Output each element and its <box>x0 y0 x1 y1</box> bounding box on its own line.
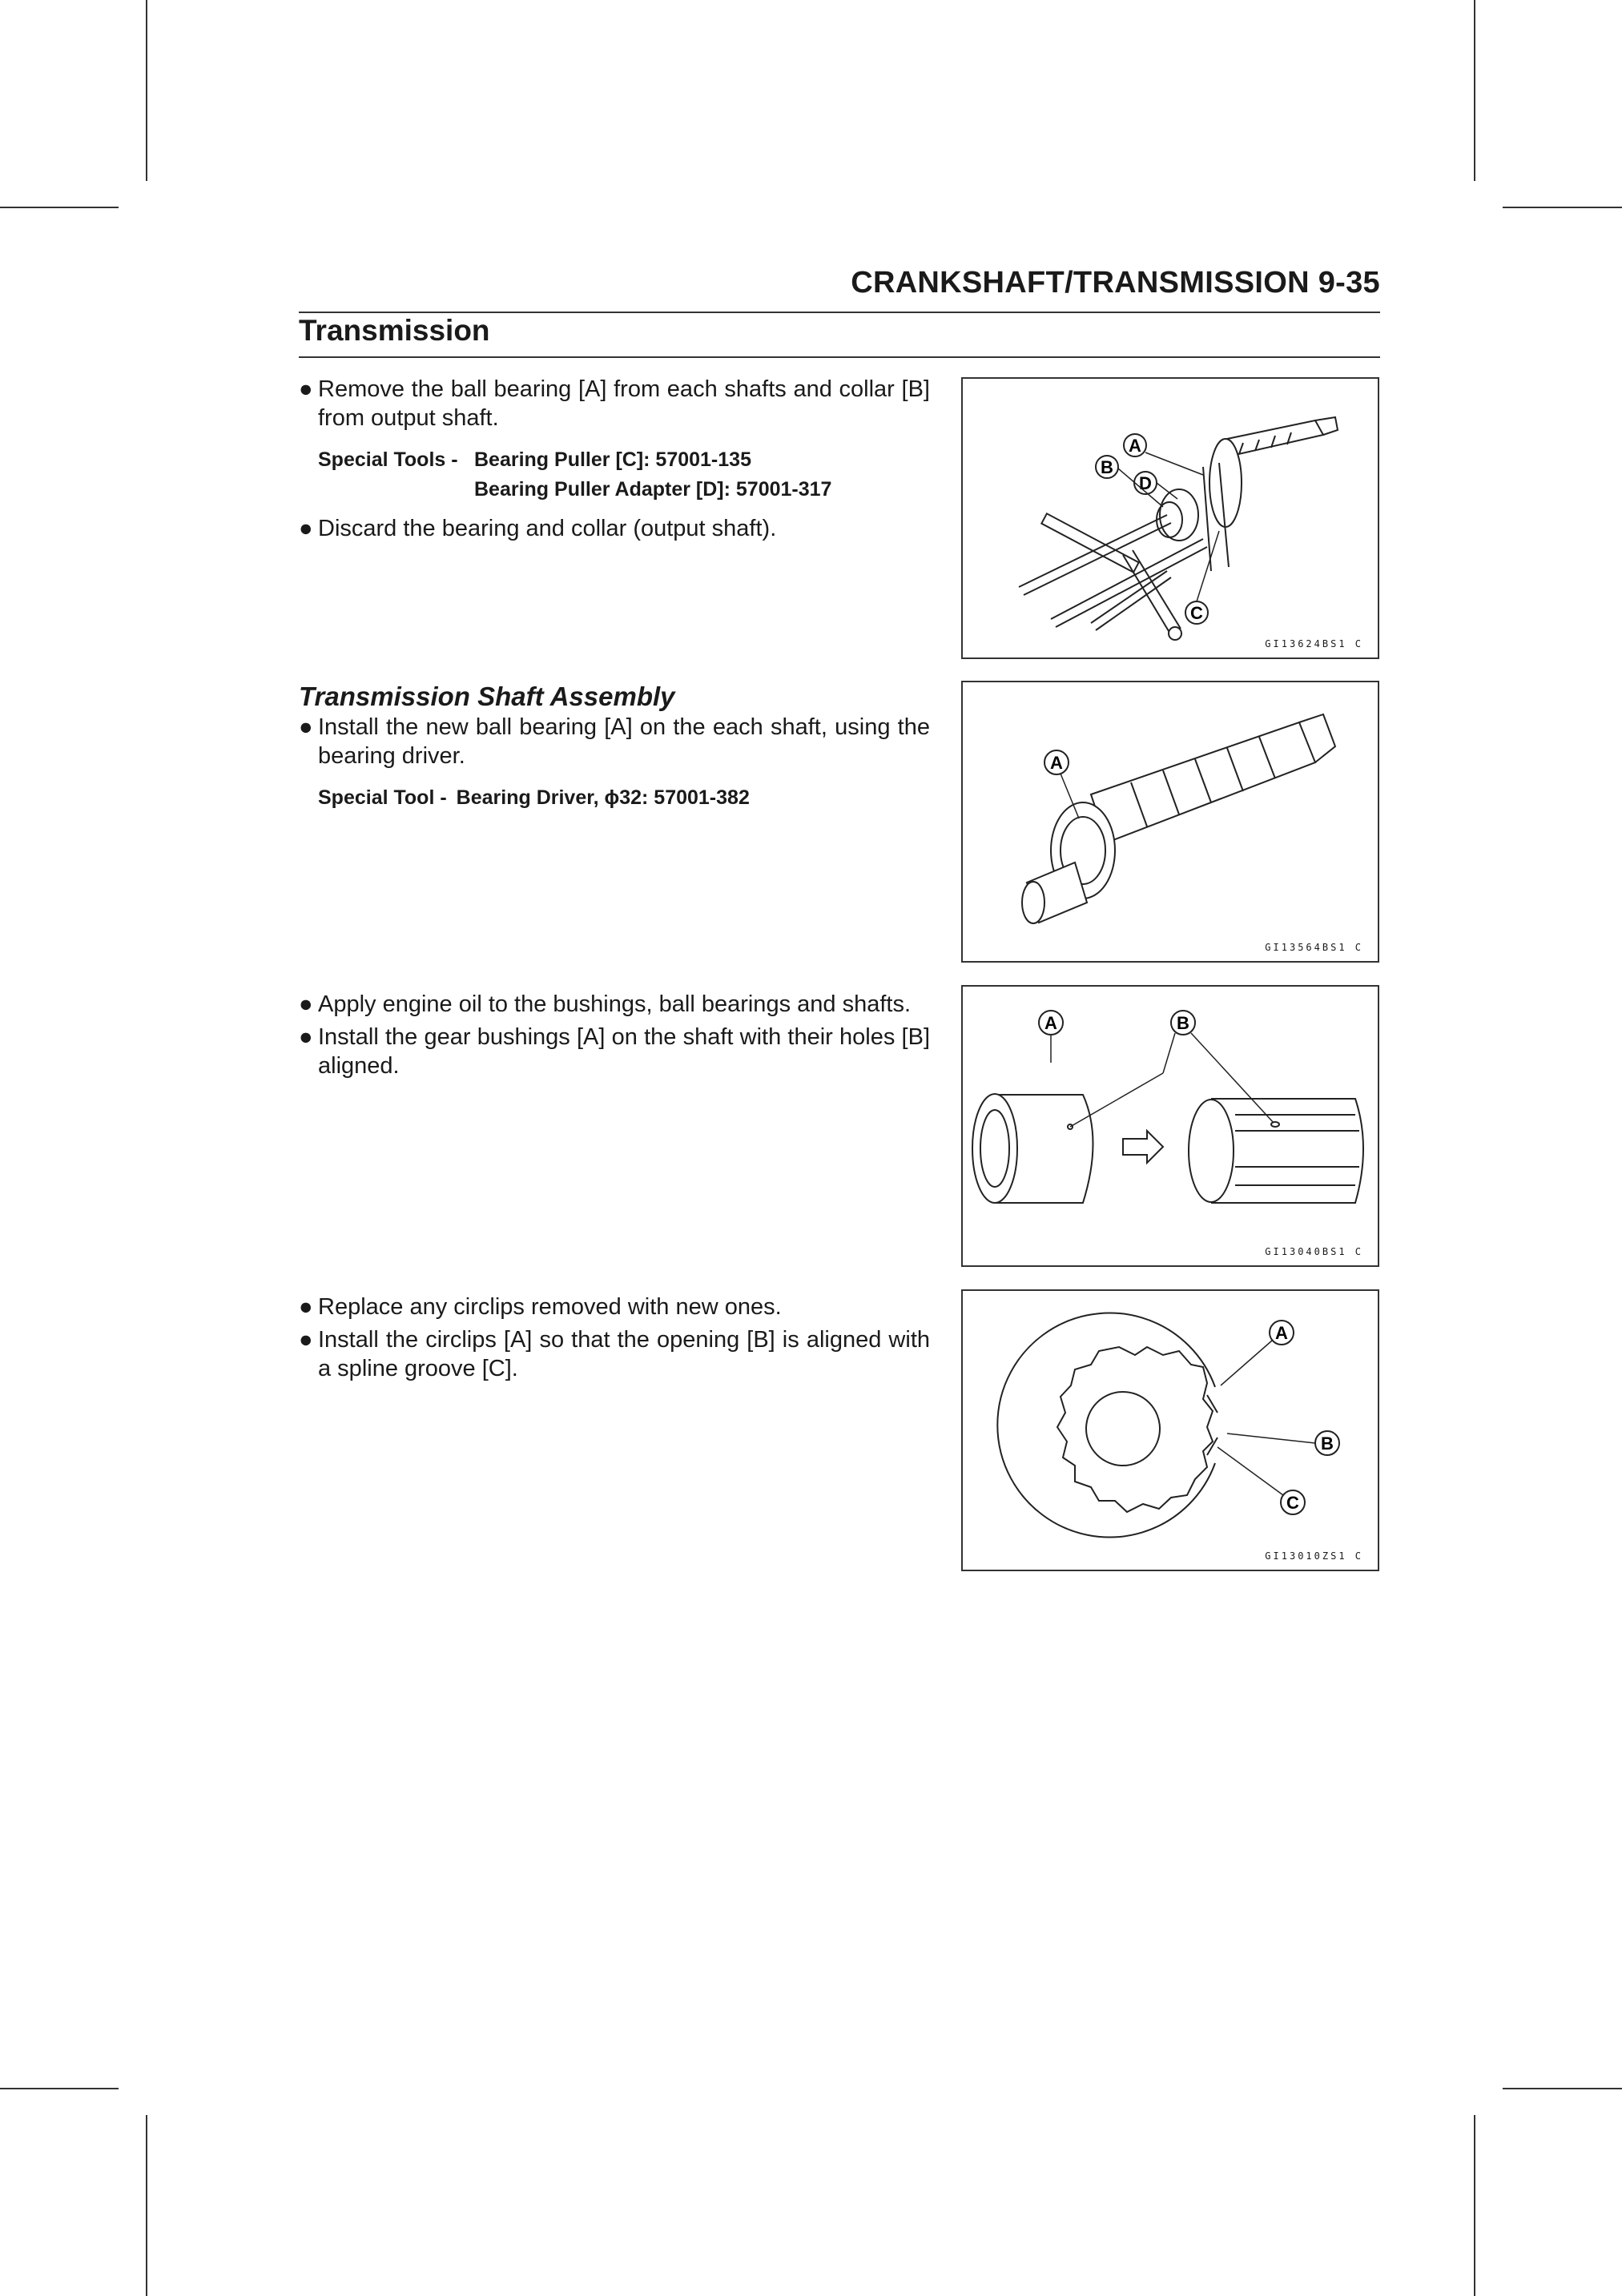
callout-d: D <box>1139 473 1152 493</box>
shaft-bearing-illustration <box>963 682 1381 964</box>
callout-a: A <box>1129 436 1141 456</box>
step-bushings <box>299 990 930 1084</box>
callout-b: B <box>1101 457 1113 477</box>
figure-shaft-bearing <box>961 681 1379 963</box>
tools-label: Special Tool - <box>318 786 447 809</box>
special-tools <box>318 445 930 505</box>
bullet-icon: ● <box>299 376 313 402</box>
bullet-text: Install the circlips [A] so that the opening [B] is aligned with a spline groove [C]. <box>318 1327 930 1381</box>
circlip-illustration <box>963 1291 1381 1573</box>
bullet-icon: ● <box>299 1327 313 1353</box>
crop-mark <box>1474 2115 1475 2296</box>
step-shaft-assembly <box>299 682 930 822</box>
callout-c: C <box>1190 603 1203 623</box>
tools-label: Special Tools - <box>318 448 458 471</box>
running-header: CRANKSHAFT/TRANSMISSION 9-35 <box>851 266 1380 300</box>
bullet-item <box>299 514 930 543</box>
figure-code: GI13624BS1 C <box>1265 638 1363 649</box>
figure-circlip-alignment <box>961 1289 1379 1571</box>
crop-mark <box>1503 2088 1622 2089</box>
section-rule <box>299 356 1380 358</box>
bullet-icon: ● <box>299 516 313 541</box>
bullet-text: Replace any circlips removed with new ones. <box>318 1294 782 1320</box>
crop-mark <box>1503 207 1622 208</box>
bullet-item <box>299 1023 930 1080</box>
callout-b: B <box>1177 1013 1189 1033</box>
figure-bearing-puller <box>961 377 1379 659</box>
step-circlips <box>299 1293 930 1387</box>
bullet-text: Remove the ball bearing [A] from each shafts and collar [B] from output shaft. <box>318 376 930 431</box>
bullet-icon: ● <box>299 1294 313 1320</box>
bullet-text: Install the new ball bearing [A] on the each shaft, using the bearing driver. <box>318 714 930 769</box>
figure-code: GI13010ZS1 C <box>1265 1550 1363 1562</box>
crop-mark <box>1474 0 1475 181</box>
bearing-puller-illustration <box>963 379 1381 661</box>
figure-code: GI13564BS1 C <box>1265 942 1363 953</box>
bullet-item <box>299 375 930 432</box>
callout-a: A <box>1275 1323 1288 1343</box>
subsection-title: Transmission Shaft Assembly <box>299 682 675 711</box>
figure-bushing-alignment <box>961 985 1379 1267</box>
callout-a: A <box>1050 753 1063 773</box>
bullet-text: Install the gear bushings [A] on the shaft with their holes [B] aligned. <box>318 1024 930 1079</box>
tool-entry: Bearing Puller Adapter [D]: 57001-317 <box>474 478 832 501</box>
bullet-text: Apply engine oil to the bushings, ball bearings and shafts. <box>318 991 911 1017</box>
bullet-item <box>299 713 930 770</box>
bullet-item <box>299 1293 930 1321</box>
header-rule <box>299 312 1380 313</box>
bullet-item <box>299 990 930 1019</box>
crop-mark <box>146 2115 147 2296</box>
bullet-item <box>299 1325 930 1383</box>
bullet-icon: ● <box>299 991 313 1017</box>
callout-c: C <box>1286 1493 1299 1513</box>
crop-mark <box>0 2088 119 2089</box>
bullet-icon: ● <box>299 714 313 740</box>
callout-b: B <box>1321 1433 1334 1454</box>
bullet-text: Discard the bearing and collar (output shaft). <box>318 516 777 541</box>
bullet-icon: ● <box>299 1024 313 1050</box>
tool-entry: Bearing Driver, ϕ32: 57001-382 <box>456 786 750 809</box>
figure-code: GI13040BS1 C <box>1265 1246 1363 1257</box>
tool-entry: Bearing Puller [C]: 57001-135 <box>474 448 751 471</box>
crop-mark <box>0 207 119 208</box>
callout-a: A <box>1044 1013 1057 1033</box>
bushing-illustration <box>963 987 1381 1269</box>
special-tools <box>318 783 930 813</box>
step-remove-bearing <box>299 375 930 547</box>
crop-mark <box>146 0 147 181</box>
section-title: Transmission <box>299 314 490 347</box>
